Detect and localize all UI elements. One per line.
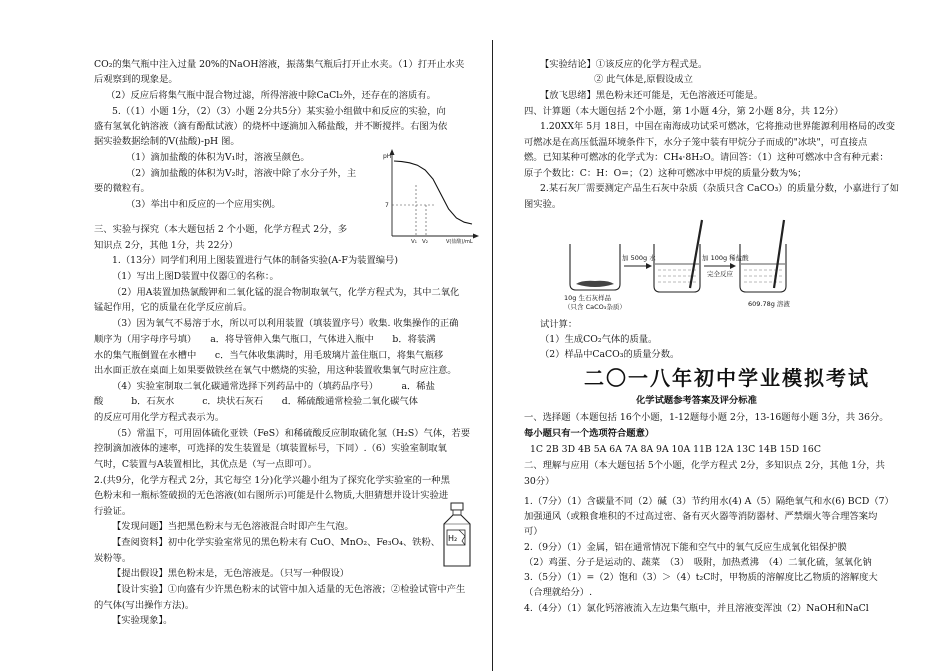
text-line: 加强通风（或粮食堆积的不过高过密、备有灭火器等消防器材、严禁烟火等合理答案均 xyxy=(524,511,878,522)
text-line: 顺序为（用字母序号填） a．将导管伸入集气瓶口，气体进入瓶中 b．将装满 xyxy=(94,334,436,345)
add-water-label: 加 500g 水 xyxy=(622,254,656,262)
text-line: 1.（13分）同学们利用上图装置进行气体的制备实验(A-F为装置编号) xyxy=(112,255,398,266)
text-line: （1）生成CO₂气体的质量。 xyxy=(540,334,658,345)
text-line: 燃。已知某种可燃冰的化学式为：CH₄·8H₂O。请回答：（1）这种可燃冰中含有种元素： xyxy=(524,152,889,163)
text-line: 的反应可用化学方程式表示为。 xyxy=(94,412,225,423)
text-line: （2）滴加盐酸的体积为V₂时，溶液中除了水分子外，主 xyxy=(126,168,357,179)
text-line: 【实验结论】①该反应的化学方程式是。 xyxy=(540,59,708,70)
x-axis-label: V(盐酸)/mL xyxy=(446,239,473,244)
text-line: （2）鸡蛋、分子是运动的、蔬菜 （3） 吸附，加热煮沸 （4）二氧化硫，氢氧化钠 xyxy=(524,557,872,568)
text-line: ② 此气体是,原假设成立 xyxy=(594,74,693,85)
text-line: （3）因为氧气不易溶于水，所以可以利用装置（填装置序号）收集. 收集操作的正确 xyxy=(112,318,459,329)
sample-label-2: （只含 CaCO₃杂质） xyxy=(564,303,626,311)
section-heading: 四、计算题（本大题包括 2个小题，第 1小题 4分，第 2小题 8分，共 12分） xyxy=(524,106,844,117)
section-heading: 知识点 2分，其他 1分，共 22分） xyxy=(94,240,239,251)
text-line: CO₂的集气瓶中注入过量 20%的NaOH溶液，振荡集气瓶后打开止水夹。（1）打开止水夹 xyxy=(94,59,465,70)
text-line: 要的微粒有。 xyxy=(94,183,150,194)
text-line: 酸 b．石灰水 c．块状石灰石 d．稀硫酸通常检验二氧化碳气体 xyxy=(94,396,418,407)
text-line: 控制滴加液体的速率，可选择的发生装置是（填装置标号，下同）.（6）实验室制取氧 xyxy=(94,443,447,454)
text-line: 【查阅资料】初中化学实验室常见的黑色粉末有 CuO、MnO₂、Fe₃O₄、铁粉、 xyxy=(112,537,441,548)
solution-label: 609.78g 溶液 xyxy=(748,300,790,308)
text-line: （1）滴加盐酸的体积为V₁时，溶液呈颜色。 xyxy=(126,152,310,163)
sample-label-1: 10g 生石灰样品 xyxy=(564,294,611,302)
text-line: 2.（9分）（1）金属，铝在通常情况下能和空气中的氧气反应生成氧化铝保护膜 xyxy=(524,542,847,553)
text-line: 【放飞思绪】黑色粉末还可能是，无色溶液还可能是。 xyxy=(540,90,764,101)
text-line: 色粉末和一瓶标签破损的无色溶液(如右图所示)可能是什么物质,大胆猜想并设计实验进 xyxy=(94,490,449,501)
text-line: 的气体(写出操作方法)。 xyxy=(94,600,195,611)
section-heading: 一、选择题（本题包括 16个小题，1-12题每小题 2分，13-16题每小题 3分，共 36分。 xyxy=(524,412,889,423)
text-line: 1.（7分）（1）含碳量不同（2）碱（3）节约用水(4) A（5）隔绝氧气和水(6) BCD（7） xyxy=(524,496,894,507)
text-line: 试计算： xyxy=(540,319,578,330)
text-line: 图实验。 xyxy=(524,199,562,210)
answer-key-title: 二〇一八年初中学业模拟考试 xyxy=(584,366,870,390)
text-line: 5.（（1）小题 1分，（2）（3）小题 2分共5分）某实验小组做中和反应的实验，向 xyxy=(112,106,446,117)
ph-curve xyxy=(394,161,472,224)
section-heading: 三、实验与探究（本大题包括 2 个小题，化学方程式 2分，多 xyxy=(94,224,348,235)
text-line: 【提出假设】黑色粉末是，无色溶液是。（只写一种假设） xyxy=(112,568,350,579)
text-line: 30分） xyxy=(524,476,555,487)
text-line: 行验证。 xyxy=(94,506,132,517)
complete-reaction-label: 完全反应 xyxy=(707,270,733,278)
glass-rod-2 xyxy=(774,220,784,288)
text-line: 每小题只有一个选项符合题意） xyxy=(524,428,655,439)
text-line: （合理就给分）. xyxy=(524,587,593,598)
text-line: 出水面正放在桌面上如果要做铁丝在氧气中燃烧的实验，用这种装置收集氧气时应注意。 xyxy=(94,365,457,376)
text-line: （2）用A装置加热氯酸钾和二氧化锰的混合物制取氧气，化学方程式为，其中二氧化 xyxy=(112,287,460,298)
text-line: 气时，C装置与A装置相比，其优点是（写一点即可）。 xyxy=(94,459,318,470)
tick-label-7: 7 xyxy=(385,202,389,209)
text-line: （1）写出上图D装置中仪器①的名称：。 xyxy=(112,271,279,282)
text-line: 可燃冰是在高压低温环境条件下，水分子笼中装有甲烷分子而成的"冰块"，可直接点 xyxy=(524,137,868,148)
text-line: 后观察到的现象是。 xyxy=(94,74,178,85)
text-line: 3.（5分）（1）=（2）饱和（3）＞（4）t₂C时，甲物质的溶解度比乙物质的溶解度大 xyxy=(524,572,878,583)
text-line: 原子个数比：C：H：O=；（2）这种可燃冰中甲烷的质量分数为%； xyxy=(524,168,807,179)
v1-label: V₁ xyxy=(411,239,417,244)
text-line: 4.（4分）（1）氯化钙溶液流入左边集气瓶中，并且溶液变浑浊（2）NaOH和NaCl xyxy=(524,603,869,614)
text-line: 2.(共9分，化学方程式 2分，其它每空 1分)化学兴趣小组为了探究化学实验室的一种黑 xyxy=(94,475,450,486)
right-column xyxy=(488,0,950,671)
text-line: 【发现问题】当把黑色粉末与无色溶液混合时即产生气泡。 xyxy=(112,521,354,532)
text-line: 据实验数据绘制的V(盐酸)-pH 图。 xyxy=(94,136,240,147)
text-line: （3）举出中和反应的一个应用实例。 xyxy=(126,199,281,210)
text-line: （2）样品中CaCO₃的质量分数。 xyxy=(540,349,680,360)
ph-graph xyxy=(376,146,480,244)
add-acid-label: 加 100g 稀盐酸 xyxy=(702,254,749,262)
text-line: 可） xyxy=(524,526,543,537)
experiment-diagram xyxy=(562,214,812,314)
text-line: （4）实验室制取二氧化碳通常选择下列药品中的（填药品序号） a．稀盐 xyxy=(112,381,435,392)
text-line: （5）常温下，可用固体硫化亚铁（FeS）和稀硫酸反应制取硫化氢（H₂S）气体，若要 xyxy=(112,428,471,439)
text-line: 锰起作用，它的质量在化学反应前后。 xyxy=(94,302,253,313)
text-line: 2.某石灰厂需要测定产品生石灰中杂质（杂质只含 CaCO₃）的质量分数，小嘉进行了如 xyxy=(540,183,900,194)
bottle-figure xyxy=(434,500,480,570)
answer-key-subtitle: 化学试题参考答案及评分标准 xyxy=(636,395,757,406)
text-line: 水的集气瓶倒置在水槽中 c．当气体收集满时，用毛玻璃片盖住瓶口，将集气瓶移 xyxy=(94,350,444,361)
text-line: 【实验现象】。 xyxy=(112,615,173,626)
y-axis-label: pH xyxy=(383,153,392,160)
text-line: 【设计实验】①向盛有少许黑色粉末的试管中加入适量的无色溶液；②检验试管中产生 xyxy=(112,584,466,595)
answers-choice: 1C 2B 3D 4B 5A 6A 7A 8A 9A 10A 11B 12A 13C 14B 15D 16C xyxy=(530,444,821,455)
v2-label: V₂ xyxy=(422,239,428,244)
text-line: 盛有氢氧化钠溶液（滴有酚酞试液）的烧杯中逐滴加入稀盐酸，并不断搅拌。右图为依 xyxy=(94,121,448,132)
bottle-label: H₂ xyxy=(448,534,458,543)
section-heading: 二、理解与应用（本大题包括 5个小题，化学方程式 2分，多知识点 2分，其他 1分，共 xyxy=(524,460,885,471)
text-line: 炭粉等。 xyxy=(94,553,132,564)
text-line: （2）反应后将集气瓶中混合物过滤，所得溶液中除CaCl₂外，还存在的溶质有。 xyxy=(106,90,436,101)
text-line: 1.20XX年 5月 18日，中国在南海成功试采可燃冰，它将推动世界能源利用格局的改变 xyxy=(540,121,896,132)
